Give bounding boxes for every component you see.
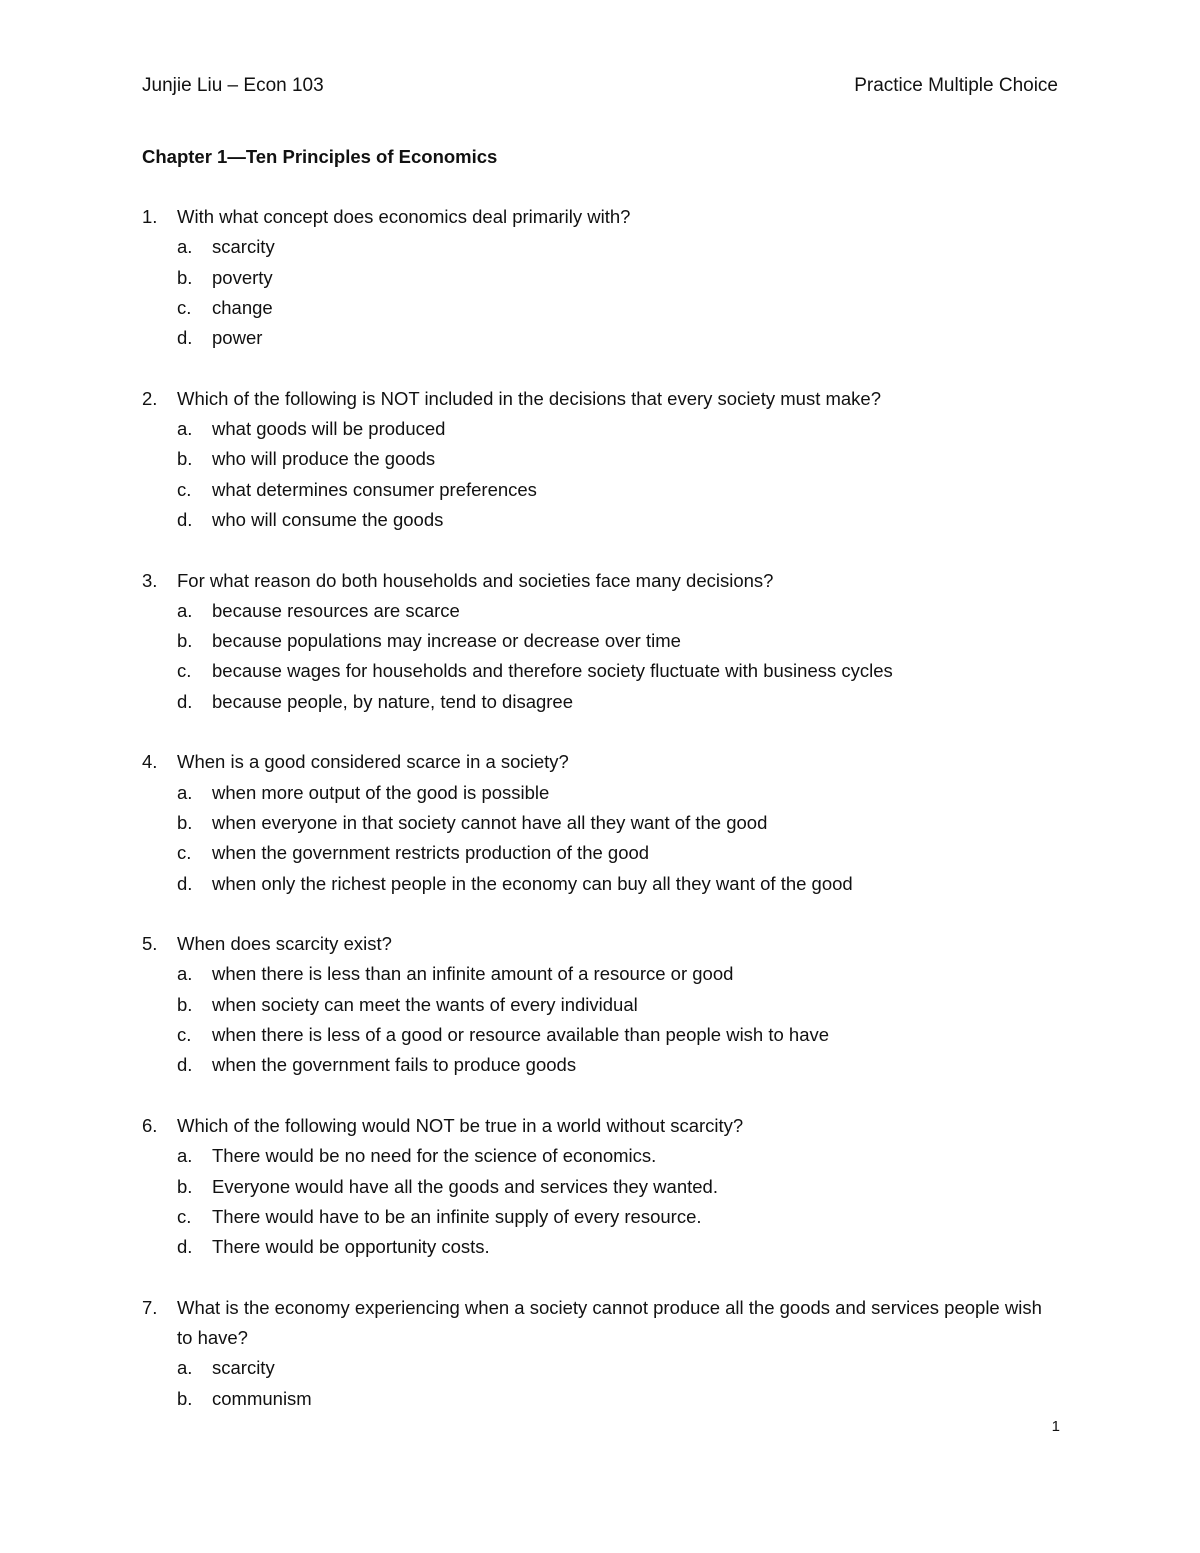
option-letter: b.	[177, 266, 193, 288]
question-text: Which of the following would NOT be true in a world without scarcity?	[177, 1114, 744, 1136]
option-letter: a.	[177, 599, 193, 621]
option-letter: a.	[177, 781, 193, 803]
question-7	[142, 1293, 1042, 1414]
question-4	[142, 747, 1042, 898]
answer-option	[142, 505, 1042, 535]
option-letter: b.	[177, 630, 193, 652]
option-letter: b.	[177, 811, 193, 833]
answer-option	[142, 808, 1042, 838]
question-text: When is a good considered scarce in a society?	[177, 751, 569, 773]
option-letter: d.	[177, 690, 193, 712]
option-letter: d.	[177, 1054, 193, 1076]
option-letter: a.	[177, 418, 193, 440]
option-text: what determines consumer preferences	[212, 478, 537, 500]
answer-option	[142, 1202, 1042, 1232]
answer-option	[142, 1050, 1042, 1080]
answer-option	[142, 596, 1042, 626]
question-text: When does scarcity exist?	[177, 933, 392, 955]
option-text: because resources are scarce	[212, 599, 460, 621]
answer-option	[142, 414, 1042, 444]
question-text: For what reason do both households and societies face many decisions?	[177, 569, 774, 591]
page-number: 1	[1051, 1418, 1060, 1435]
chapter-title: Chapter 1—Ten Principles of Economics	[142, 146, 498, 167]
option-letter: b.	[177, 1387, 193, 1409]
answer-option	[142, 869, 1042, 899]
option-text: because people, by nature, tend to disagree	[212, 690, 574, 712]
option-letter: c.	[177, 1205, 192, 1227]
answer-option	[142, 687, 1042, 717]
answer-option	[142, 1172, 1042, 1202]
answer-option	[142, 1232, 1042, 1262]
option-letter: c.	[177, 478, 192, 500]
answer-option	[142, 1020, 1042, 1050]
option-text: scarcity	[212, 1357, 275, 1379]
answer-option	[142, 990, 1042, 1020]
question-text: With what concept does economics deal primarily with?	[177, 206, 631, 227]
option-letter: a.	[177, 963, 193, 985]
option-text: scarcity	[212, 236, 275, 258]
question-number: 1.	[142, 206, 158, 227]
option-text: because populations may increase or decrease over time	[212, 630, 681, 652]
option-text: when the government restricts production of the good	[212, 842, 650, 864]
question-number: 2.	[142, 387, 158, 409]
option-letter: a.	[177, 1145, 193, 1167]
option-text: who will consume the goods	[212, 508, 444, 530]
question-1	[142, 202, 1042, 353]
question-number: 7.	[142, 1296, 158, 1318]
answer-option	[142, 232, 1042, 262]
option-text: when society can meet the wants of every individual	[212, 993, 638, 1015]
option-text: There would be no need for the science of economics.	[212, 1145, 657, 1167]
option-letter: b.	[177, 448, 193, 470]
option-text: because wages for households and therefore society fluctuate with business cycles	[212, 660, 893, 682]
answer-option	[142, 656, 1042, 686]
question-number: 5.	[142, 933, 158, 955]
answer-option	[142, 959, 1042, 989]
question-number: 3.	[142, 569, 158, 591]
question-number: 6.	[142, 1114, 158, 1136]
option-letter: d.	[177, 1236, 193, 1258]
answer-option	[142, 323, 1042, 353]
option-letter: d.	[177, 872, 193, 894]
question-6	[142, 1111, 1042, 1262]
option-text: when everyone in that society cannot have all they want of the good	[212, 811, 768, 833]
option-letter: d.	[177, 327, 193, 349]
option-letter: c.	[177, 296, 192, 318]
option-letter: c.	[177, 842, 192, 864]
option-text: communism	[212, 1387, 312, 1409]
answer-option	[142, 475, 1042, 505]
question-3	[142, 566, 1042, 717]
answer-option	[142, 263, 1042, 293]
option-text: There would have to be an infinite supply of every resource.	[212, 1205, 702, 1227]
question-2	[142, 384, 1042, 535]
option-letter: d.	[177, 508, 193, 530]
answer-option	[142, 778, 1042, 808]
option-letter: a.	[177, 236, 193, 258]
option-text: Everyone would have all the goods and services they wanted.	[212, 1175, 718, 1197]
option-text: what goods will be produced	[212, 418, 446, 440]
option-letter: c.	[177, 660, 192, 682]
option-letter: a.	[177, 1357, 193, 1379]
question-list	[142, 202, 1042, 1444]
option-text: when there is less than an infinite amount of a resource or good	[212, 963, 734, 985]
answer-option	[142, 626, 1042, 656]
answer-option	[142, 1384, 1042, 1414]
option-text: power	[212, 327, 263, 349]
option-letter: b.	[177, 1175, 193, 1197]
answer-option	[142, 1353, 1042, 1383]
question-text: What is the economy experiencing when a society cannot produce all the goods and services people wish to have?	[177, 1296, 1042, 1348]
answer-option	[142, 293, 1042, 323]
header-author-course: Junjie Liu – Econ 103	[142, 75, 324, 96]
answer-option	[142, 444, 1042, 474]
option-text: when more output of the good is possible	[212, 781, 550, 803]
option-text: when only the richest people in the economy can buy all they want of the good	[212, 872, 853, 894]
question-number: 4.	[142, 751, 158, 773]
answer-option	[142, 1141, 1042, 1171]
option-text: change	[212, 296, 273, 318]
option-text: who will produce the goods	[212, 448, 436, 470]
option-letter: c.	[177, 1024, 192, 1046]
option-text: poverty	[212, 266, 273, 288]
option-text: when the government fails to produce goods	[212, 1054, 577, 1076]
answer-option	[142, 838, 1042, 868]
option-text: There would be opportunity costs.	[212, 1236, 490, 1258]
option-text: when there is less of a good or resource available than people wish to have	[212, 1024, 830, 1046]
header-document-type: Practice Multiple Choice	[854, 75, 1058, 96]
question-5	[142, 929, 1042, 1080]
option-letter: b.	[177, 993, 193, 1015]
question-text: Which of the following is NOT included in the decisions that every society must make?	[177, 387, 882, 409]
